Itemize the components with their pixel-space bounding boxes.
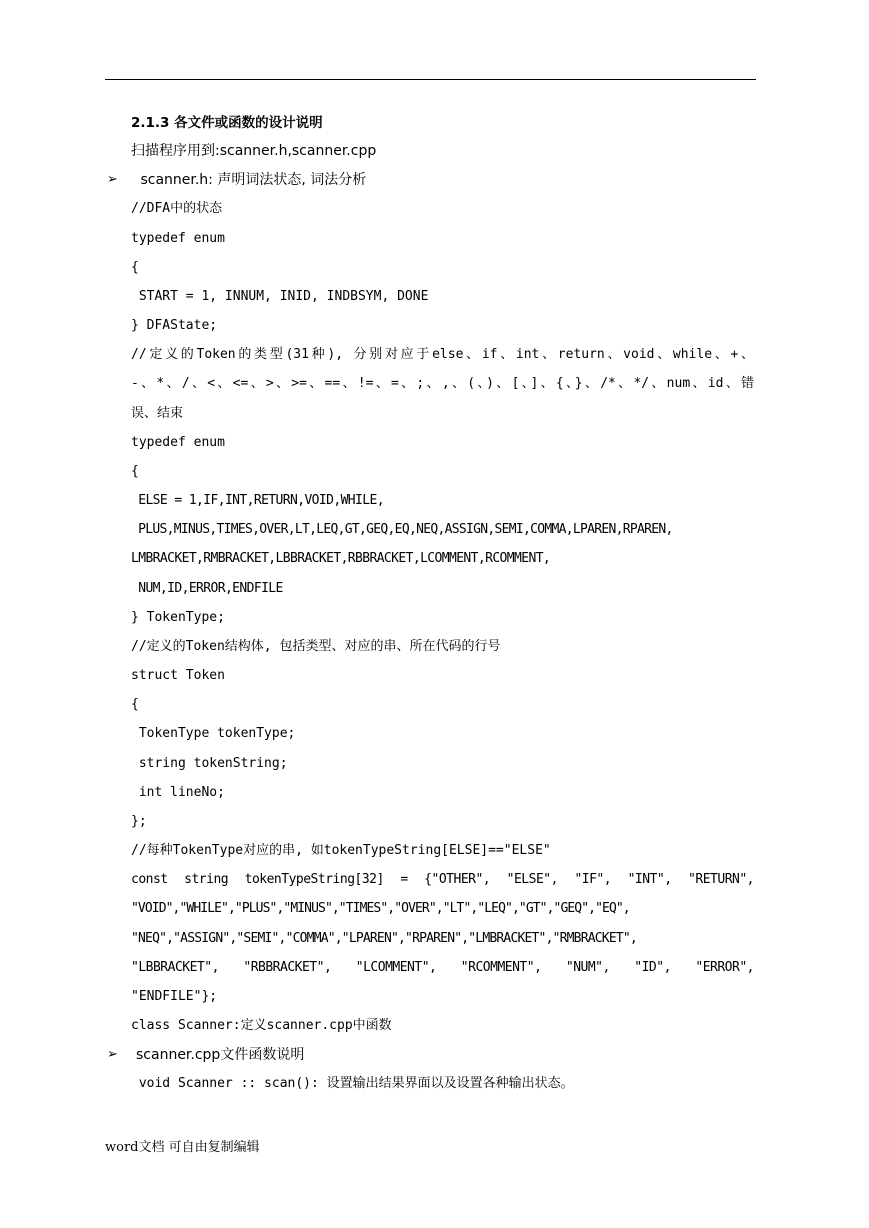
code-line: "NEQ","ASSIGN","SEMI","COMMA","LPAREN","RPAREN","LMBRACKET","RMBRACKET", [131, 931, 637, 946]
bullet-scanner-h: scanner.h: 声明词法状态, 词法分析 [136, 172, 367, 188]
code-line: ELSE = 1,IF,INT,RETURN,VOID,WHILE, [131, 493, 384, 508]
bullet-arrow-icon: ➢ [107, 172, 118, 187]
comment-line: -、*、/、<、<=、>、>=、==、!=、=、;、,、(、)、[、]、{、}、/*、*/、num、id、错 [131, 376, 754, 391]
comment-line: //定义的Token的类型(31种), 分别对应于else、if、int、return、void、while、+、 [131, 347, 754, 362]
code-line: { [131, 697, 139, 712]
scan-function-desc: void Scanner :: scan(): 设置输出结果界面以及设置各种输出状态。 [131, 1076, 574, 1091]
code-line: } DFAState; [131, 318, 218, 333]
code-line: } TokenType; [131, 610, 225, 625]
code-line: const string tokenTypeString[32] = {"OTHER", "ELSE", "IF", "INT", "RETURN", [131, 872, 754, 887]
section-heading: 2.1.3 各文件或函数的设计说明 [131, 115, 323, 131]
code-line: "ENDFILE"}; [131, 989, 218, 1004]
code-line: { [131, 464, 139, 479]
code-line: TokenType tokenType; [131, 726, 296, 741]
code-line: class Scanner:定义scanner.cpp中函数 [131, 1018, 392, 1033]
comment-line: //每种TokenType对应的串, 如tokenTypeString[ELSE]=="ELSE" [131, 843, 551, 858]
page-footer: word文档 可自由复制编辑 [105, 1140, 260, 1155]
code-line: int lineNo; [131, 785, 225, 800]
comment-line: 误、结束 [131, 406, 184, 421]
code-line: "LBBRACKET", "RBBRACKET", "LCOMMENT", "RCOMMENT", "NUM", "ID", "ERROR", [131, 960, 754, 975]
code-line: typedef enum [131, 435, 225, 450]
code-line: string tokenString; [131, 756, 288, 771]
code-line: "VOID","WHILE","PLUS","MINUS","TIMES","OVER","LT","LEQ","GT","GEQ","EQ", [131, 901, 630, 916]
header-rule [105, 79, 756, 80]
code-line: START = 1, INNUM, INID, INDBSYM, DONE [131, 289, 429, 304]
comment-line: //定义的Token结构体, 包括类型、对应的串、所在代码的行号 [131, 639, 501, 654]
bullet-arrow-icon: ➢ [107, 1047, 118, 1062]
code-line: NUM,ID,ERROR,ENDFILE [131, 581, 283, 596]
code-line: typedef enum [131, 231, 225, 246]
code-line: PLUS,MINUS,TIMES,OVER,LT,LEQ,GT,GEQ,EQ,NEQ,ASSIGN,SEMI,COMMA,LPAREN,RPAREN, [131, 522, 673, 537]
code-line: struct Token [131, 668, 225, 683]
bullet-scanner-cpp: scanner.cpp文件函数说明 [136, 1047, 305, 1063]
code-line: { [131, 260, 139, 275]
code-line: }; [131, 814, 147, 829]
code-line: //DFA中的状态 [131, 201, 223, 216]
intro-line: 扫描程序用到:scanner.h,scanner.cpp [131, 143, 377, 159]
code-line: LMBRACKET,RMBRACKET,LBBRACKET,RBBRACKET,LCOMMENT,RCOMMENT, [131, 551, 551, 566]
